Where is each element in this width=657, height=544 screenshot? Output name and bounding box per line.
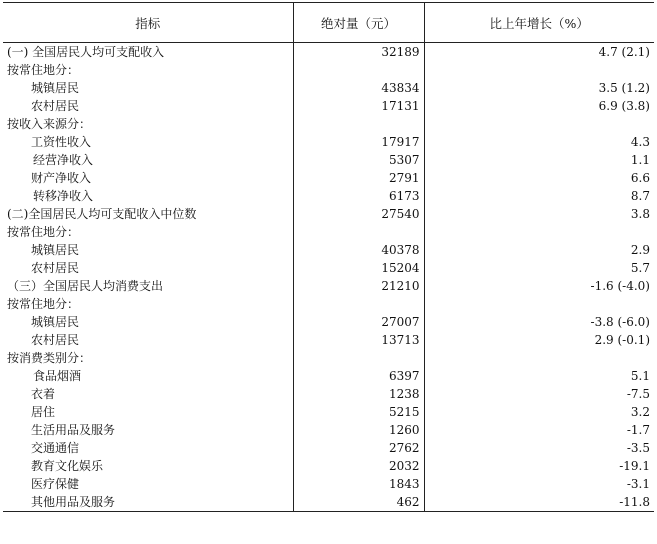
row-absolute-value [293, 61, 424, 79]
row-absolute-value: 13713 [293, 331, 424, 349]
table-row [3, 133, 654, 151]
row-label: 医疗保健 [31, 477, 80, 491]
row-growth: 6.6 [424, 169, 654, 187]
row-absolute-value: 5215 [293, 403, 424, 421]
row-growth: -3.5 [424, 439, 654, 457]
header-row [3, 3, 654, 43]
row-growth: 4.3 [424, 133, 654, 151]
row-absolute-value: 1238 [293, 385, 424, 403]
table-row [3, 43, 654, 62]
row-label: 经营净收入 [33, 153, 94, 167]
table-row [3, 385, 654, 403]
table-row [3, 277, 654, 295]
table-row [3, 61, 654, 79]
row-label: 交通通信 [31, 441, 80, 455]
row-growth: -1.7 [424, 421, 654, 439]
table-row [3, 457, 654, 475]
row-absolute-value [293, 223, 424, 241]
header-absolute-value: 绝对量（元） [293, 3, 424, 43]
income-expenditure-table [3, 2, 654, 512]
table-row [3, 79, 654, 97]
statistics-table-container [3, 2, 654, 512]
row-growth: -3.1 [424, 475, 654, 493]
row-absolute-value: 1843 [293, 475, 424, 493]
row-absolute-value: 17131 [293, 97, 424, 115]
row-label: 城镇居民 [31, 315, 80, 329]
row-label: 衣着 [31, 387, 56, 401]
row-growth [424, 61, 654, 79]
row-absolute-value: 1260 [293, 421, 424, 439]
row-growth [424, 295, 654, 313]
row-label: 工资性收入 [31, 135, 92, 149]
row-absolute-value: 462 [293, 493, 424, 512]
row-label: 居住 [31, 405, 56, 419]
table-row [3, 151, 654, 169]
header-indicator: 指标 [3, 3, 293, 43]
row-growth [424, 115, 654, 133]
row-absolute-value: 27007 [293, 313, 424, 331]
row-label: 生活用品及服务 [31, 423, 116, 437]
table-row [3, 97, 654, 115]
table-row [3, 259, 654, 277]
row-growth: -7.5 [424, 385, 654, 403]
row-growth: 8.7 [424, 187, 654, 205]
row-growth: 3.5 (1.2) [424, 79, 654, 97]
table-row [3, 187, 654, 205]
row-absolute-value [293, 115, 424, 133]
table-row [3, 313, 654, 331]
row-growth: 5.1 [424, 367, 654, 385]
row-absolute-value: 21210 [293, 277, 424, 295]
row-absolute-value: 15204 [293, 259, 424, 277]
row-growth [424, 223, 654, 241]
row-label: 按常住地分： [7, 63, 80, 77]
row-label: 食品烟酒 [33, 369, 82, 383]
row-growth: 1.1 [424, 151, 654, 169]
table-row [3, 115, 654, 133]
row-absolute-value: 32189 [293, 43, 424, 62]
row-absolute-value: 43834 [293, 79, 424, 97]
row-label: (二)全国居民人均可支配收入中位数 [7, 207, 197, 221]
row-absolute-value: 5307 [293, 151, 424, 169]
table-row [3, 295, 654, 313]
row-label: 城镇居民 [31, 243, 80, 257]
header-growth: 比上年增长（%） [424, 3, 654, 43]
row-absolute-value [293, 295, 424, 313]
row-label: 其他用品及服务 [3, 493, 293, 512]
row-growth: -11.8 [424, 493, 654, 512]
row-label: 教育文化娱乐 [31, 459, 104, 473]
table-row [3, 349, 654, 367]
row-absolute-value [293, 349, 424, 367]
row-label: （三）全国居民人均消费支出 [7, 279, 164, 293]
row-growth: 3.2 [424, 403, 654, 421]
row-absolute-value: 2032 [293, 457, 424, 475]
row-label: 城镇居民 [31, 81, 80, 95]
row-absolute-value: 27540 [293, 205, 424, 223]
table-row [3, 205, 654, 223]
row-absolute-value: 2791 [293, 169, 424, 187]
row-growth [424, 349, 654, 367]
row-label: 按收入来源分： [7, 117, 92, 131]
row-label: 财产净收入 [31, 171, 92, 185]
row-label: 转移净收入 [33, 189, 94, 203]
table-row [3, 223, 654, 241]
row-absolute-value: 2762 [293, 439, 424, 457]
row-absolute-value: 6173 [293, 187, 424, 205]
row-label: 农村居民 [31, 99, 80, 113]
table-row [3, 367, 654, 385]
row-label: 按常住地分： [7, 225, 80, 239]
table-row [3, 241, 654, 259]
row-growth: -1.6 (-4.0) [424, 277, 654, 295]
row-label: (一) 全国居民人均可支配收入 [7, 45, 165, 59]
table-row [3, 403, 654, 421]
table-row [3, 475, 654, 493]
table-body [3, 43, 654, 512]
row-label: 农村居民 [31, 333, 80, 347]
row-absolute-value: 40378 [293, 241, 424, 259]
row-growth: -19.1 [424, 457, 654, 475]
table-header [3, 3, 654, 43]
table-row [3, 439, 654, 457]
row-growth: 2.9 [424, 241, 654, 259]
row-absolute-value: 6397 [293, 367, 424, 385]
table-row [3, 493, 654, 512]
row-growth: 6.9 (3.8) [424, 97, 654, 115]
table-row [3, 169, 654, 187]
row-label: 农村居民 [31, 261, 80, 275]
table-row [3, 331, 654, 349]
row-growth: 4.7 (2.1) [424, 43, 654, 62]
row-label: 按常住地分： [7, 297, 80, 311]
row-absolute-value: 17917 [293, 133, 424, 151]
row-growth: -3.8 (-6.0) [424, 313, 654, 331]
row-growth: 2.9 (-0.1) [424, 331, 654, 349]
row-growth: 3.8 [424, 205, 654, 223]
row-label: 按消费类别分： [7, 351, 92, 365]
table-row [3, 421, 654, 439]
row-growth: 5.7 [424, 259, 654, 277]
